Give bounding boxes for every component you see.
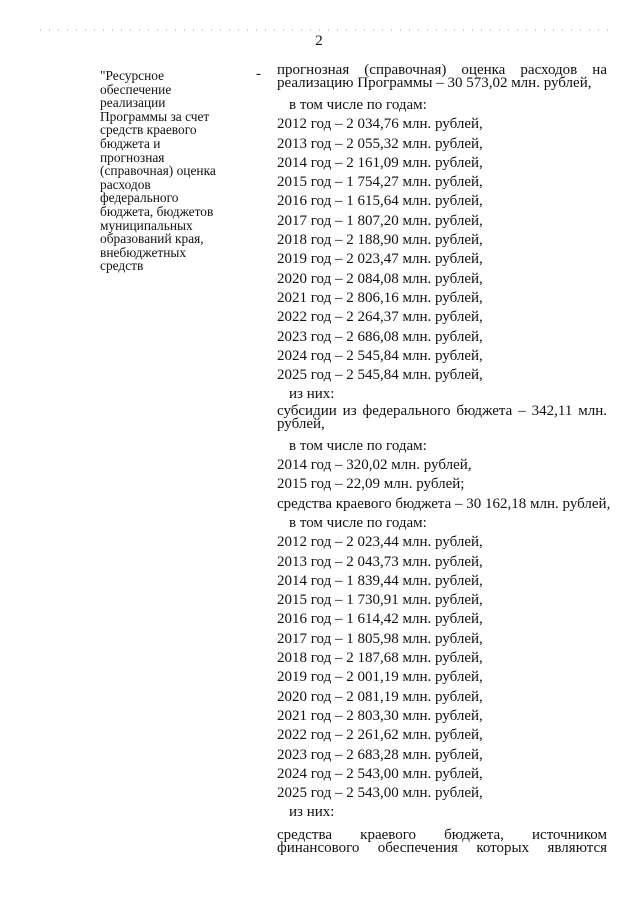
- regional-budget-line: средства краевого бюджета – 30 162,18 млн. рублей,: [277, 495, 611, 512]
- total-estimate-line: прогнозная (справочная) оценка расходов на: [277, 62, 607, 78]
- total-year-item: 2017 год – 1 807,20 млн. рублей,: [277, 212, 483, 229]
- total-year-item: 2022 год – 2 264,37 млн. рублей,: [277, 309, 483, 326]
- label-line: средств: [100, 258, 144, 274]
- total-year-item: 2019 год – 2 023,47 млн. рублей,: [277, 251, 483, 268]
- list-dash: -: [256, 66, 261, 82]
- of-them-label: из них:: [289, 386, 335, 403]
- regional-year-item: 2024 год – 2 543,00 млн. рублей,: [277, 765, 483, 782]
- page-number: 2: [315, 33, 323, 49]
- regional-year-item: 2020 год – 2 081,19 млн. рублей,: [277, 688, 483, 705]
- regional-year-item: 2016 год – 1 614,42 млн. рублей,: [277, 611, 483, 628]
- regional-year-item: 2023 год – 2 683,28 млн. рублей,: [277, 746, 483, 763]
- by-years-heading: в том числе по годам:: [289, 97, 427, 113]
- total-years-list: [277, 115, 607, 385]
- total-year-item: 2014 год – 2 161,09 млн. рублей,: [277, 154, 483, 171]
- label-line: средств краевого: [100, 122, 197, 138]
- regional-years-list: [277, 533, 607, 803]
- total-year-item: 2018 год – 2 188,90 млн. рублей,: [277, 232, 483, 249]
- regional-year-item: 2012 год – 2 023,44 млн. рублей,: [277, 534, 483, 551]
- total-year-item: 2012 год – 2 034,76 млн. рублей,: [277, 116, 483, 133]
- label-line: расходов: [100, 176, 151, 192]
- regional-year-item: 2022 год – 2 261,62 млн. рублей,: [277, 727, 483, 744]
- regional-year-item: 2021 год – 2 803,30 млн. рублей,: [277, 707, 483, 724]
- regional-year-item: 2025 год – 2 543,00 млн. рублей,: [277, 785, 483, 802]
- scan-noise-strip: [40, 29, 610, 31]
- label-line: Программы за счет: [100, 108, 210, 124]
- total-year-item: 2013 год – 2 055,32 млн. рублей,: [277, 135, 483, 152]
- label-line: (справочная) оценка: [100, 163, 216, 179]
- total-year-item: 2024 год – 2 545,84 млн. рублей,: [277, 347, 483, 364]
- total-year-item: 2021 год – 2 806,16 млн. рублей,: [277, 289, 483, 306]
- label-line: бюджета и: [100, 135, 161, 151]
- total-estimate-line: реализацию Программы – 30 573,02 млн. рублей,: [277, 75, 592, 91]
- label-line: "Ресурсное: [100, 68, 165, 83]
- federal-subsidies-line: субсидии из федерального бюджета – 342,11 млн.: [277, 402, 607, 419]
- label-line: прогнозная: [100, 149, 165, 165]
- label-line: бюджета, бюджетов: [100, 203, 214, 219]
- of-them-label: из них:: [289, 804, 335, 821]
- total-estimate-paragraph: [277, 64, 607, 90]
- funding-details: [277, 62, 611, 856]
- total-year-item: 2016 год – 1 615,64 млн. рублей,: [277, 193, 483, 210]
- federal-year-item: 2015 год – 22,09 млн. рублей;: [277, 476, 465, 493]
- by-years-heading: в том числе по годам:: [289, 514, 427, 531]
- regional-year-item: 2017 год – 1 805,98 млн. рублей,: [277, 630, 483, 647]
- funding-source-line: финансового обеспечения которых являются: [277, 839, 607, 856]
- label-line: федерального: [100, 190, 179, 206]
- regional-year-item: 2018 год – 2 187,68 млн. рублей,: [277, 650, 483, 667]
- regional-year-item: 2019 год – 2 001,19 млн. рублей,: [277, 669, 483, 686]
- federal-subsidies-line: рублей,: [277, 415, 325, 432]
- federal-subsidies-paragraph: [277, 402, 607, 432]
- by-years-heading: в том числе по годам:: [289, 437, 427, 454]
- total-year-item: 2015 год – 1 754,27 млн. рублей,: [277, 174, 483, 191]
- resource-provision-label: [100, 69, 260, 273]
- total-year-item: 2025 год – 2 545,84 млн. рублей,: [277, 367, 483, 384]
- federal-year-item: 2014 год – 320,02 млн. рублей,: [277, 457, 472, 474]
- regional-year-item: 2014 год – 1 839,44 млн. рублей,: [277, 572, 483, 589]
- regional-funding-source-paragraph: [277, 826, 607, 856]
- total-year-item: 2020 год – 2 084,08 млн. рублей,: [277, 270, 483, 287]
- regional-year-item: 2013 год – 2 043,73 млн. рублей,: [277, 553, 483, 570]
- regional-year-item: 2015 год – 1 730,91 млн. рублей,: [277, 592, 483, 609]
- federal-years-list: [277, 456, 607, 495]
- label-line: реализации: [100, 95, 166, 111]
- total-year-item: 2023 год – 2 686,08 млн. рублей,: [277, 328, 483, 345]
- label-line: муниципальных: [100, 217, 193, 233]
- label-line: образований края,: [100, 231, 204, 247]
- label-line: обеспечение: [100, 81, 172, 97]
- funding-source-line: средства краевого бюджета, источником: [277, 826, 607, 843]
- label-line: внебюджетных: [100, 244, 187, 260]
